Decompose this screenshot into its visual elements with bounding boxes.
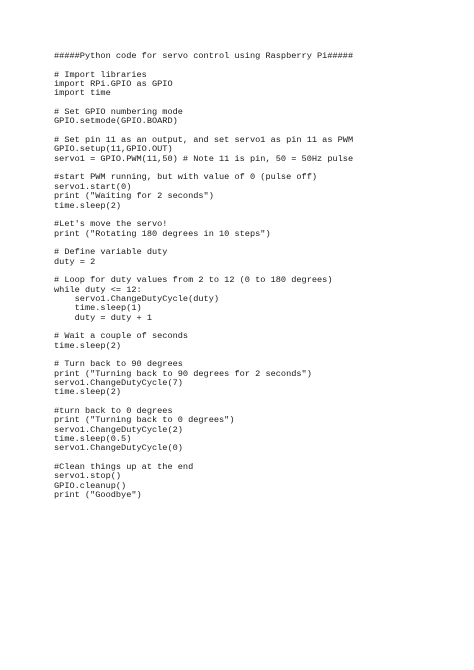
code-line: duty = 2 — [54, 256, 96, 267]
code-line: #start PWM running, but with value of 0 (pulse off) — [54, 172, 318, 183]
code-line: time.sleep(1) — [54, 303, 142, 314]
code-line: #Let's move the servo! — [54, 219, 168, 230]
code-line: # Turn back to 90 degrees — [54, 359, 183, 370]
code-line: #turn back to 0 degrees — [54, 406, 173, 417]
code-line: time.sleep(2) — [54, 387, 122, 398]
code-line: servo1.ChangeDutyCycle(7) — [54, 378, 183, 389]
code-line: duty = duty + 1 — [54, 312, 152, 323]
code-line: import RPi.GPIO as GPIO — [54, 79, 173, 90]
code-line: GPIO.cleanup() — [54, 480, 127, 491]
code-block — [54, 52, 353, 501]
code-line: import time — [54, 88, 111, 99]
code-line: # Set pin 11 as an output, and set servo1 as pin 11 as PWM — [54, 135, 354, 146]
code-line: while duty <= 12: — [54, 284, 142, 295]
code-line: # Loop for duty values from 2 to 12 (0 to 180 degrees) — [54, 275, 333, 286]
code-line: print ("Turning back to 0 degrees") — [54, 415, 235, 426]
code-line: # Import libraries — [54, 69, 147, 80]
code-line: # Set GPIO numbering mode — [54, 107, 183, 118]
code-line: GPIO.setmode(GPIO.BOARD) — [54, 116, 178, 127]
code-line: # Define variable duty — [54, 247, 168, 258]
code-line: #####Python code for servo control using Raspberry Pi##### — [54, 51, 354, 61]
code-line: servo1.ChangeDutyCycle(duty) — [54, 293, 220, 304]
code-line: # Wait a couple of seconds — [54, 331, 189, 342]
code-line: servo1 = GPIO.PWM(11,50) # Note 11 is pin, 50 = 50Hz pulse — [54, 153, 354, 164]
code-line: time.sleep(0.5) — [54, 434, 132, 445]
code-line: #Clean things up at the end — [54, 462, 194, 473]
code-line: print ("Waiting for 2 seconds") — [54, 191, 214, 202]
code-line: print ("Goodbye") — [54, 490, 142, 501]
code-line: servo1.ChangeDutyCycle(2) — [54, 424, 183, 435]
code-line: time.sleep(2) — [54, 200, 122, 211]
code-line: GPIO.setup(11,GPIO.OUT) — [54, 144, 173, 155]
code-line: print ("Turning back to 90 degrees for 2 seconds") — [54, 368, 312, 379]
code-line: servo1.stop() — [54, 471, 122, 482]
code-line: print ("Rotating 180 degrees in 10 steps") — [54, 228, 271, 239]
code-line: servo1.ChangeDutyCycle(0) — [54, 443, 183, 454]
code-line: servo1.start(0) — [54, 181, 132, 192]
code-line: time.sleep(2) — [54, 340, 122, 351]
